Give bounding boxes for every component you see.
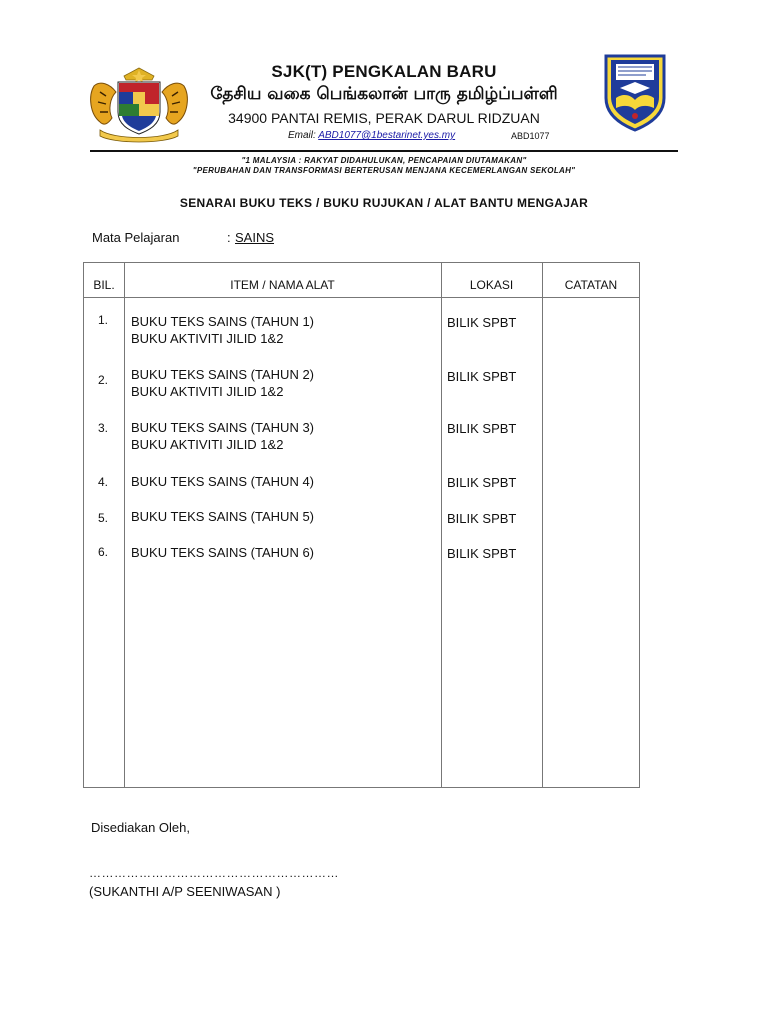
row-item: BUKU TEKS SAINS (TAHUN 6): [131, 545, 314, 560]
subject-colon: :: [227, 230, 231, 245]
items-table: [83, 262, 640, 788]
row-lokasi: BILIK SPBT: [447, 369, 517, 384]
header-row-divider: [84, 297, 639, 298]
row-item-line2: BUKU AKTIVITI JILID 1&2: [131, 437, 284, 452]
school-name: SJK(T) PENGKALAN BARU: [271, 62, 497, 81]
row-item: [131, 313, 314, 347]
row-lokasi: BILIK SPBT: [447, 315, 517, 330]
row-lokasi: BILIK SPBT: [447, 421, 517, 436]
row-item-line2: BUKU AKTIVITI JILID 1&2: [131, 384, 284, 399]
column-divider: [441, 263, 442, 787]
row-number: 2.: [97, 373, 108, 387]
subject-label: Mata Pelajaran: [92, 230, 180, 245]
row-number: 3.: [97, 421, 108, 435]
header-divider: [90, 150, 678, 152]
school-address: 34900 PANTAI REMIS, PERAK DARUL RIDZUAN: [228, 110, 540, 126]
row-item-line1: BUKU TEKS SAINS (TAHUN 3): [131, 420, 314, 435]
row-number: 1.: [97, 313, 108, 327]
row-lokasi: BILIK SPBT: [447, 475, 517, 490]
header-bil: BIL.: [93, 278, 115, 292]
signer-name: (SUKANTHI A/P SEENIWASAN ): [89, 884, 281, 899]
row-item-line2: BUKU AKTIVITI JILID 1&2: [131, 331, 284, 346]
row-number: 4.: [97, 475, 108, 489]
signature-line: ……………………………………………………: [89, 866, 339, 880]
motto-line-1: "1 MALAYSIA : RAKYAT DIDAHULUKAN, PENCAPAIAN DIUTAMAKAN": [241, 156, 527, 165]
column-divider: [124, 263, 125, 787]
header-lokasi: LOKASI: [469, 278, 514, 292]
school-name-tamil: தேசிய வகை பெங்கலான் பாரு தமிழ்ப்பள்ளி: [210, 84, 558, 104]
row-item: BUKU TEKS SAINS (TAHUN 4): [131, 474, 314, 489]
row-item: BUKU TEKS SAINS (TAHUN 5): [131, 509, 314, 524]
motto-line-2: "PERUBAHAN DAN TRANSFORMASI BERTERUSAN MENJANA KECEMERLANGAN SEKOLAH": [192, 166, 576, 175]
row-item: [131, 366, 314, 400]
prepared-by-label: Disediakan Oleh,: [91, 820, 190, 835]
email-link[interactable]: ABD1077@1bestarinet.yes.my: [318, 130, 456, 141]
email-label: Email:: [288, 130, 316, 141]
row-number: 6.: [97, 545, 108, 559]
row-number: 5.: [97, 511, 108, 525]
row-item-line1: BUKU TEKS SAINS (TAHUN 2): [131, 367, 314, 382]
row-item-line1: BUKU TEKS SAINS (TAHUN 1): [131, 314, 314, 329]
subject-value: SAINS: [235, 230, 275, 245]
header-catatan: CATATAN: [564, 278, 618, 292]
row-lokasi: BILIK SPBT: [447, 511, 517, 526]
document-title: SENARAI BUKU TEKS / BUKU RUJUKAN / ALAT BANTU MENGAJAR: [179, 196, 589, 210]
row-item: [131, 419, 314, 453]
email-line: [288, 130, 455, 141]
school-code: ABD1077: [511, 131, 550, 141]
header-item: ITEM / NAMA ALAT: [230, 278, 335, 292]
column-divider: [542, 263, 543, 787]
row-lokasi: BILIK SPBT: [447, 546, 517, 561]
